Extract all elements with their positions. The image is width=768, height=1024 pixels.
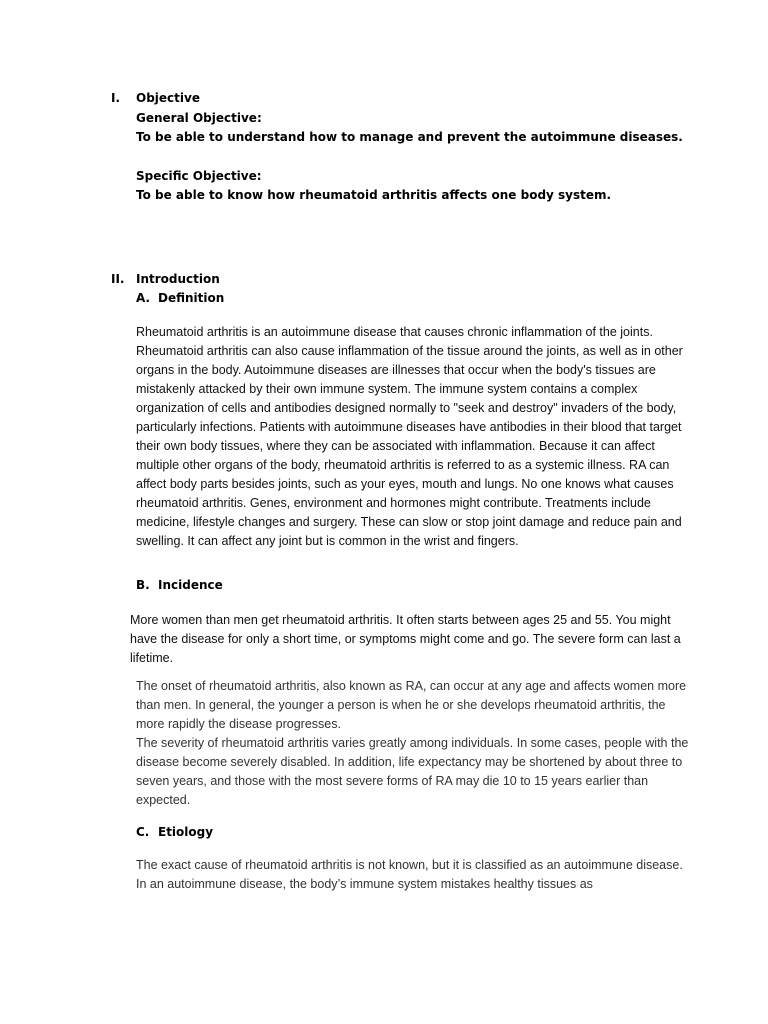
specific-objective-label: Specific Objective: [136, 169, 262, 183]
section-2-numeral: II. [111, 272, 125, 286]
general-objective-text: To be able to understand how to manage and prevent the autoimmune diseases. [136, 130, 683, 144]
definition-letter: A. [136, 291, 151, 305]
section-1-numeral: I. [111, 91, 121, 105]
incidence-letter: B. [136, 578, 150, 592]
incidence-paragraph-1: More women than men get rheumatoid arthritis. It often starts between ages 25 and 55. You might have the disease for only a short time, or symptoms might come and go. The severe form can last a lifetime. [130, 613, 681, 665]
section-1-title: Objective [136, 91, 200, 105]
specific-objective-text: To be able to know how rheumatoid arthritis affects one body system. [136, 188, 612, 202]
incidence-heading: Incidence [158, 578, 223, 592]
etiology-heading: Etiology [158, 825, 214, 839]
incidence-paragraph-3: The severity of rheumatoid arthritis varies greatly among individuals. In some cases, people with the disease become severely disabled. In addition, life expectancy may be shortened by about three to seven years, and those with the most severe forms of RA may die 10 to 15 years earlier than expected. [136, 736, 689, 807]
general-objective-label: General Objective: [136, 111, 262, 125]
etiology-paragraph: The exact cause of rheumatoid arthritis is not known, but it is classified as an autoimmune disease. In an autoimmune disease, the body’s immune system mistakes healthy tissues as [136, 858, 683, 891]
definition-paragraph: Rheumatoid arthritis is an autoimmune disease that causes chronic inflammation of the joints. Rheumatoid arthritis can also cause inflammation of the tissue around the joints, as well as in other organs in the body. Autoimmune diseases are illnesses that occur when the body's tissues are mistakenly attacked by their own immune system. The immune system contains a complex organization of cells and antibodies designed normally to "seek and destroy" invaders of the body, particularly infections. Patients with autoimmune diseases have antibodies in their blood that target their own body tissues, where they can be associated with inflammation. Because it can affect multiple other organs of the body, rheumatoid arthritis is referred to as a systemic illness. RA can affect body parts besides joints, such as your eyes, mouth and lungs. No one knows what causes rheumatoid arthritis. Genes, environment and hormones might contribute. Treatments include medicine, lifestyle changes and surgery. These can slow or stop joint damage and reduce pain and swelling. It can affect any joint but is common in the wrist and fingers. [136, 325, 683, 548]
incidence-paragraph-2: The onset of rheumatoid arthritis, also known as RA, can occur at any age and affects women more than men. In general, the younger a person is when he or she develops rheumatoid arthritis, the more rapidly the disease progresses. [136, 679, 687, 731]
section-2-title: Introduction [136, 272, 220, 286]
definition-heading: Definition [158, 291, 225, 305]
etiology-letter: C. [136, 825, 150, 839]
